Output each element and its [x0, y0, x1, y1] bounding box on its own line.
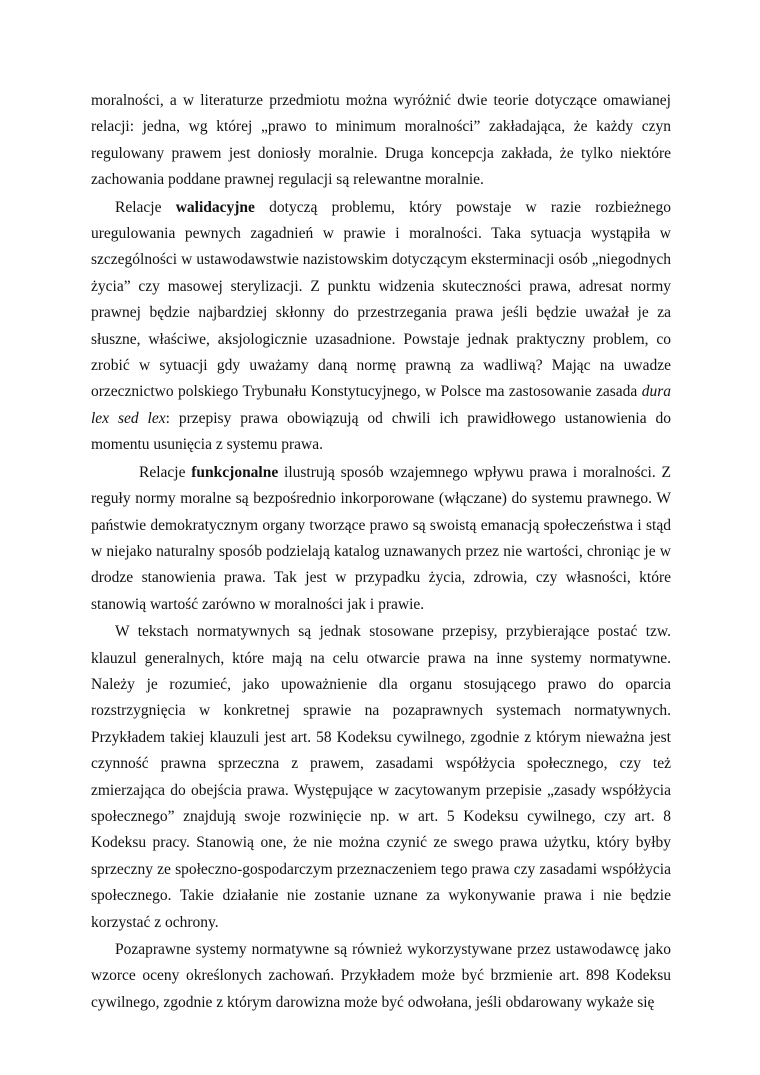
paragraph-4-text: W tekstach normatywnych są jednak stosowane przepisy, przybierające postać tzw. klauzul generalnych, które mają na celu otwarcie prawa na inne systemy normatywne. Należy je rozumieć, jako upoważnienie dla organu stosującego prawo do oparcia rozstrzygnięcia w konkretnej sprawie na pozaprawnych systemach normatywnych. Przykładem takiej klauzuli jest art. 58 Kodeksu cywilnego, zgodnie z którym nieważna jest czynność prawna sprzeczna z prawem, zasadami współżycia społecznego, czy też zmierzająca do obejścia prawa. Występujące w zacytowanym przepisie „zasady współżycia społecznego” znajdują swoje rozwinięcie np. w art. 5 Kodeksu cywilnego, czy art. 8 Kodeksu pracy. Stanowią one, że nie można czynić ze swego prawa użytku, który byłby sprzeczny ze społeczno-gospodarczym przeznaczeniem tego prawa czy zasadami współżycia społecznego. Takie działanie nie zostanie uznane za wykonywanie prawa i nie będzie korzystać z ochrony.: [91, 623, 671, 931]
paragraph-2-text-b: dotyczą problemu, który powstaje w razie rozbieżnego uregulowania pewnych zagadnień w prawie i moralności. Taka sytuacja wystąpiła w szczególności w ustawodawstwie nazistowskim dotyczącym eksterminacji osób „niegodnych życia” czy masowej sterylizacji. Z punktu widzenia skuteczności prawa, adresat normy prawnej będzie najbardziej skłonny do przestrzegania prawa jeśli będzie uważał je za słuszne, właściwe, aksjologicznie uzasadnione. Powstaje jednak praktyczny problem, co zrobić w sytuacji gdy uważamy daną normę prawną za wadliwą? Mając na uwadze orzecznictwo polskiego Trybunału Konstytucyjnego, w Polsce ma zastosowanie zasada: [91, 198, 671, 401]
paragraph-2-text-c: : przepisy prawa obowiązują od chwili ich prawidłowego ustanowienia do momentu usunięcia z systemu prawa.: [91, 409, 671, 454]
latin-maxim: dura lex sed lex: [91, 383, 671, 427]
paragraph-3: [91, 460, 671, 618]
paragraph-5-text: Pozaprawne systemy normatywne są również wykorzystywane przez ustawodawcę jako wzorce oceny określonych zachowań. Przykładem może być brzmienie art. 898 Kodeksu cywilnego, zgodnie z którym darowizna może być odwołana, jeśli obdarowany wykaże się: [91, 941, 671, 1011]
paragraph-3-text-a: Relacje: [139, 463, 192, 481]
paragraph-3-text-b: ilustrują sposób wzajemnego wpływu prawa i moralności. Z reguły normy moralne są bezpośrednio inkorporowane (włączane) do systemu prawnego. W państwie demokratycznym organy tworzące prawo są swoistą emanacją społeczeństwa i stąd w niejako naturalny sposób podzielają katalog uznawanych przez nie wartości, chroniąc je w drodze stanowienia prawa. Tak jest w przypadku życia, zdrowia, czy własności, które stanowią wartość zarówno w moralności jak i prawie.: [91, 463, 671, 613]
paragraph-2: [91, 195, 671, 459]
term-funkcjonalne: funkcjonalne: [191, 463, 279, 481]
paragraph-1-text: moralności, a w literaturze przedmiotu można wyróżnić dwie teorie dotyczące omawianej relacji: jedna, wg której „prawo to minimum moralności” zakładająca, że każdy czyn regulowany prawem jest doniosły moralnie. Druga koncepcja zakłada, że tylko niektóre zachowania poddane prawnej regulacji są relewantne moralnie.: [91, 92, 671, 189]
paragraph-2-text-a: Relacje: [115, 198, 176, 216]
paragraph-5: [91, 937, 671, 1016]
document-body: [91, 88, 671, 1017]
paragraph-4: [91, 619, 671, 936]
term-walidacyjne: walidacyjne: [175, 198, 255, 216]
paragraph-1: [91, 88, 671, 194]
